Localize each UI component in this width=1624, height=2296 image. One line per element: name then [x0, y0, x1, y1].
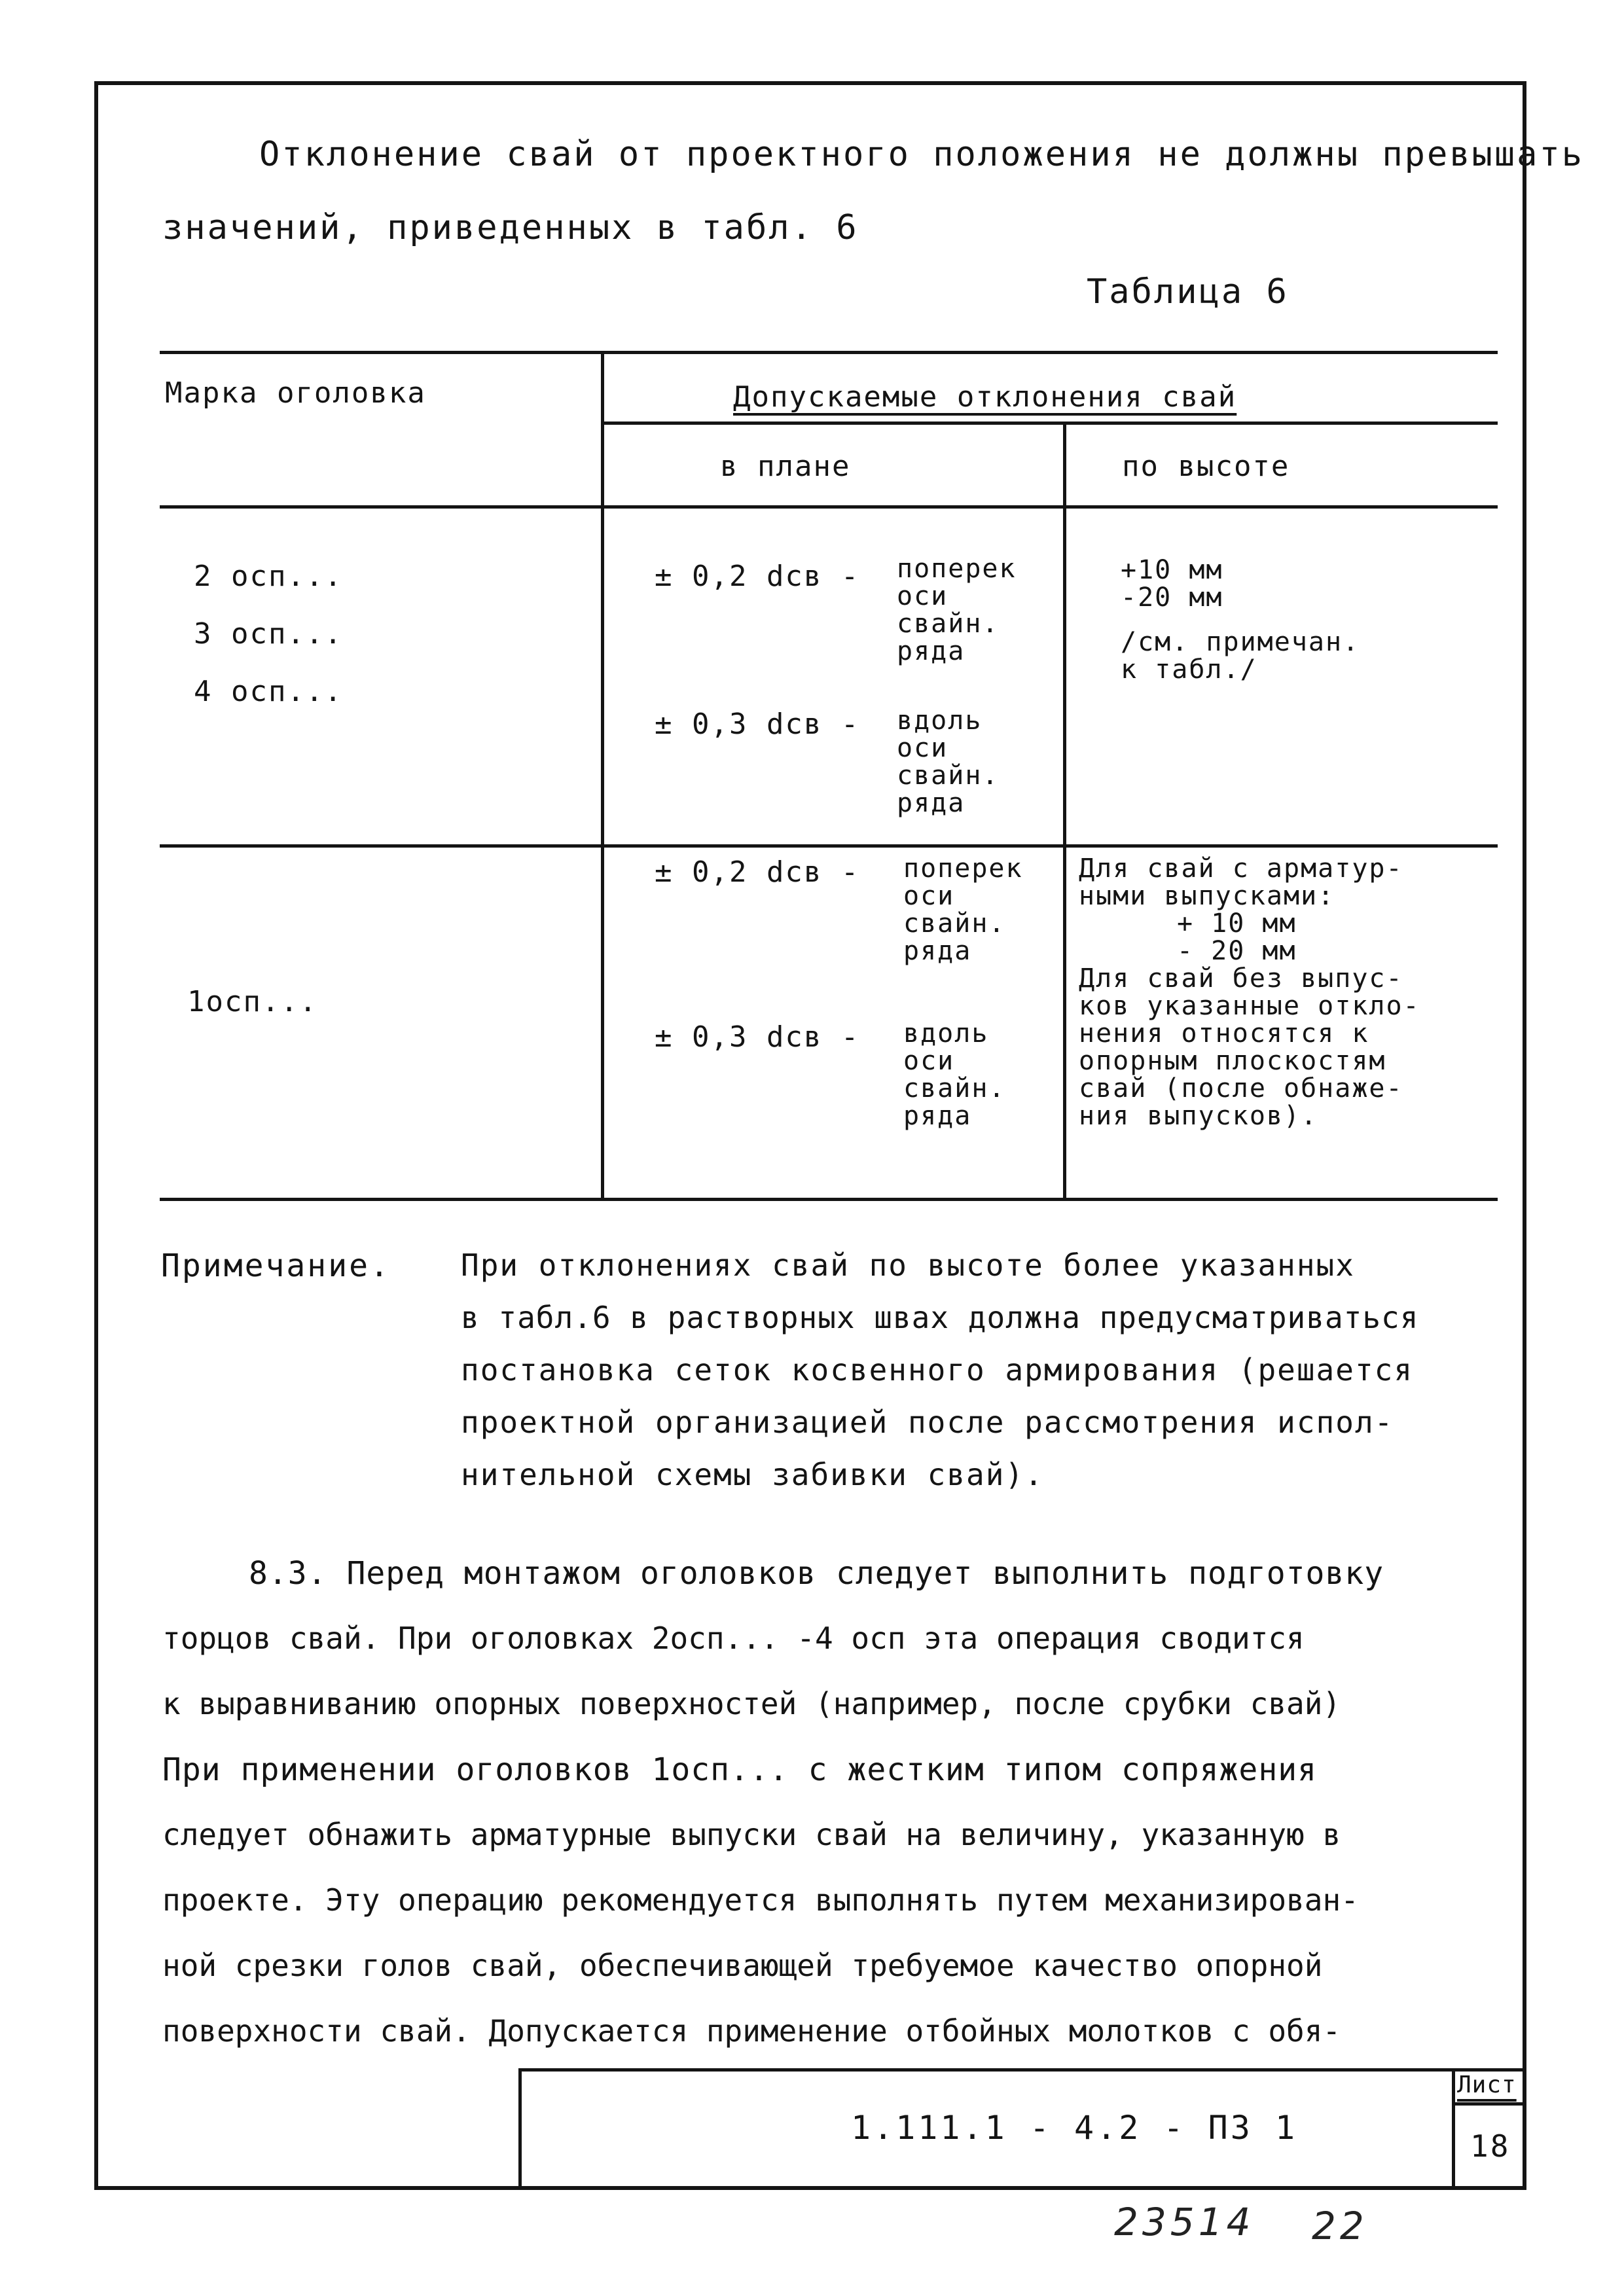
header-group-rule	[604, 422, 1498, 425]
note-line-3: постановка сеток косвенного армирования (решается	[461, 1352, 1414, 1388]
note-line-5: нительной схемы забивки свай).	[461, 1457, 1044, 1492]
row1-plan-value-2: ± 0,3 dсв -	[655, 708, 860, 741]
row-divider-rule	[160, 844, 1498, 848]
note-line-2: в табл.6 в растворных швах должна предусматриваться	[461, 1300, 1419, 1335]
stamp-left-rule	[518, 2068, 522, 2190]
note-label: Примечание.	[161, 1247, 391, 1284]
section-line-4: При применении оголовков 1осп... с жестким типом сопряжения	[162, 1751, 1318, 1788]
row2-height: Для свай с арматур- ными выпусками: + 10 мм - 20 мм Для свай без выпус- ков указанные откло- нения относятся к опорным плоскостям свай (после обнаже- ния выпусков).	[1079, 853, 1420, 1131]
header-mark: Марка оголовка	[165, 376, 426, 410]
header-group: Допускаемые отклонения свай	[733, 380, 1237, 414]
row1-plan-value-1: ± 0,2 dсв -	[655, 560, 860, 593]
section-line-5: следует обнажить арматурные выпуски свай на величину, указанную в	[162, 1817, 1341, 1852]
header-height: по высоте	[1122, 450, 1290, 483]
note-line-1: При отклонениях свай по высоте более указанных	[461, 1247, 1355, 1283]
stamp-sheet-divider	[1452, 2068, 1455, 2190]
intro-line-2: значений, приведенных в табл. 6	[162, 208, 859, 247]
col-divider-1	[601, 351, 604, 1201]
row2-plan-desc-1: поперек оси свайн. ряда	[903, 853, 1023, 966]
row2-plan-value-2: ± 0,3 dсв -	[655, 1020, 860, 1054]
stamp-top-rule	[518, 2068, 1526, 2072]
table-top-rule	[160, 351, 1498, 354]
stamp-code: 1.111.1 - 4.2 - ПЗ 1	[851, 2109, 1298, 2147]
row1-mark-3: 4 осп...	[194, 675, 343, 708]
row1-plan-desc-2: вдоль оси свайн. ряда	[897, 706, 1000, 818]
stamp-sheet-number: 18	[1470, 2128, 1511, 2164]
intro-line-1: Отклонение свай от проектного положения не должны превышать	[259, 135, 1585, 174]
row2-plan-desc-2: вдоль оси свайн. ряда	[903, 1018, 1006, 1131]
stamp-sheet-rule	[1452, 2102, 1526, 2106]
row2-plan-value-1: ± 0,2 dсв -	[655, 855, 860, 889]
section-line-3: к выравниванию опорных поверхностей (например, после срубки свай)	[162, 1686, 1341, 1721]
header-plan: в плане	[720, 450, 851, 483]
section-line-2: торцов свай. При оголовках 2осп... -4 осп эта операция сводится	[162, 1621, 1305, 1656]
section-line-6: проекте. Эту операцию рекомендуется выполнять путем механизирован-	[162, 1882, 1359, 1918]
row2-mark: 1осп...	[187, 985, 318, 1018]
table-caption: Таблица 6	[1087, 272, 1289, 312]
section-line-8: поверхности свай. Допускается применение отбойных молотков с обя-	[162, 2013, 1341, 2049]
row1-height: +10 мм -20 мм /см. примечан. к табл./	[1121, 555, 1360, 685]
header-bottom-rule	[160, 505, 1498, 509]
row1-mark-2: 3 осп...	[194, 617, 343, 651]
stamp-sheet-label: Лист	[1457, 2072, 1517, 2098]
note-line-4: проектной организацией после рассмотрения испол-	[461, 1405, 1394, 1440]
section-line-7: ной срезки голов свай, обеспечивающей требуемое качество опорной	[162, 1948, 1323, 1983]
row1-mark-1: 2 осп...	[194, 560, 343, 593]
section-line-1: 8.3. Перед монтажом оголовков следует выполнить подготовку	[249, 1555, 1384, 1592]
col-divider-2	[1063, 422, 1066, 1201]
table-bottom-rule	[160, 1198, 1498, 1201]
row1-plan-desc-1: поперек оси свайн. ряда	[897, 554, 1017, 666]
handwritten-page: 22	[1312, 2204, 1368, 2248]
handwritten-number: 23514	[1114, 2200, 1255, 2244]
